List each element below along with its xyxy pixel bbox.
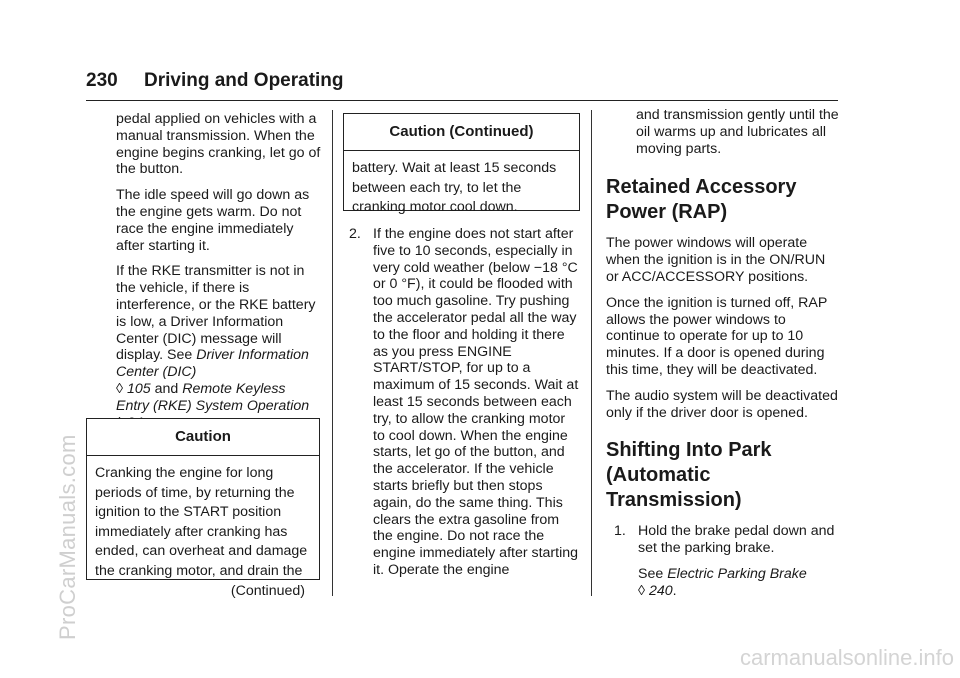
- list-item: [606, 523, 841, 599]
- see-label: See: [638, 565, 664, 582]
- paragraph: pedal applied on vehicles with a manual transmission. When the engine begins cranking, let go of the button.: [116, 111, 321, 178]
- conjunction: and: [154, 380, 179, 397]
- caution-title: Caution: [87, 419, 319, 456]
- list-text: Hold the brake pedal down and set the parking brake.: [638, 523, 835, 557]
- column-middle: [349, 226, 579, 585]
- continued-list-text: and transmission gently until the oil warms up and lubricates all moving parts.: [636, 107, 839, 157]
- cross-reference-parking-brake[interactable]: Electric Parking Brake: [667, 565, 807, 582]
- page-number: 230: [86, 70, 118, 91]
- heading-park: Shifting Into Park (Automatic Transmission): [606, 439, 772, 512]
- paragraph: Once the ignition is turned off, RAP allows the power windows to continue to operate for up to 10 minutes. If a door is opened during this time, they will be deactivated.: [606, 294, 828, 378]
- cross-reference-dic[interactable]: Driver Information Center (DIC): [116, 347, 309, 381]
- page-reference-icon: ◊: [116, 380, 124, 397]
- caution-text: battery. Wait at least 15 seconds between each try, to let the cranking motor cool down.: [352, 160, 557, 216]
- column-right: [606, 107, 841, 606]
- caution-body: [87, 456, 319, 605]
- paragraph-text: If the RKE transmitter is not in the vehicle, if there is interference, or the RKE battery is low, a Driver Information Center (DIC) message will display. See: [116, 263, 316, 364]
- list-item: [349, 226, 579, 579]
- continued-label: (Continued): [230, 582, 305, 599]
- list-text: If the engine does not start after five to 10 seconds, especially in very cold weather (below −18 °C or 0 °F), it could be flooded with too much gasoline. Try pushing the accelerator pedal all the way to the floor and holding it there as you press ENGINE START/STOP, for up to a maximum of 15 seconds. Wait at least 15 seconds between each try, to allow the cranking motor to cool down. When the engine starts, let go of the button, and the accelerator. If the vehicle starts briefly but then stops again, do the same thing. This clears the extra gasoline from the engine. Do not race the engine immediately after starting it. Operate the engine: [373, 226, 579, 578]
- column-divider-left: [332, 110, 333, 596]
- column-divider-right: [591, 110, 592, 596]
- paragraph-rke: [116, 263, 322, 431]
- caution-title: Caution (Continued): [344, 114, 579, 151]
- paragraph: The idle speed will go down as the engine gets warm. Do not race the engine immediately after starting it.: [116, 187, 310, 254]
- page-header: [86, 66, 838, 101]
- cross-reference-rke[interactable]: Remote Keyless Entry (RKE) System Operation: [116, 380, 310, 414]
- list-number: 1.: [614, 523, 626, 540]
- caution-box-continued: [343, 113, 580, 216]
- watermark-side: ProCarManuals.com: [55, 434, 80, 640]
- paragraph: The power windows will operate when the ignition is in the ON/RUN or ACC/ACCESSORY positions.: [606, 235, 826, 285]
- watermark-bottom: carmanualsonline.info: [739, 645, 954, 670]
- caution-text: Cranking the engine for long periods of time, by returning the ignition to the START position immediately after cranking has ended, can overheat and damage the cranking motor, and drain the: [95, 465, 308, 579]
- caution-box: [86, 418, 320, 599]
- reference-page-number[interactable]: 240: [648, 582, 673, 599]
- heading-rap: Retained Accessory Power (RAP): [606, 176, 797, 224]
- paragraph: The audio system will be deactivated only if the driver door is opened.: [606, 387, 838, 421]
- page-reference-icon: ◊: [638, 582, 646, 599]
- column-left: [116, 111, 322, 440]
- period: .: [672, 582, 677, 599]
- section-title: Driving and Operating: [144, 70, 344, 91]
- reference-page-number[interactable]: 105: [126, 380, 151, 397]
- list-number: 2.: [349, 226, 361, 242]
